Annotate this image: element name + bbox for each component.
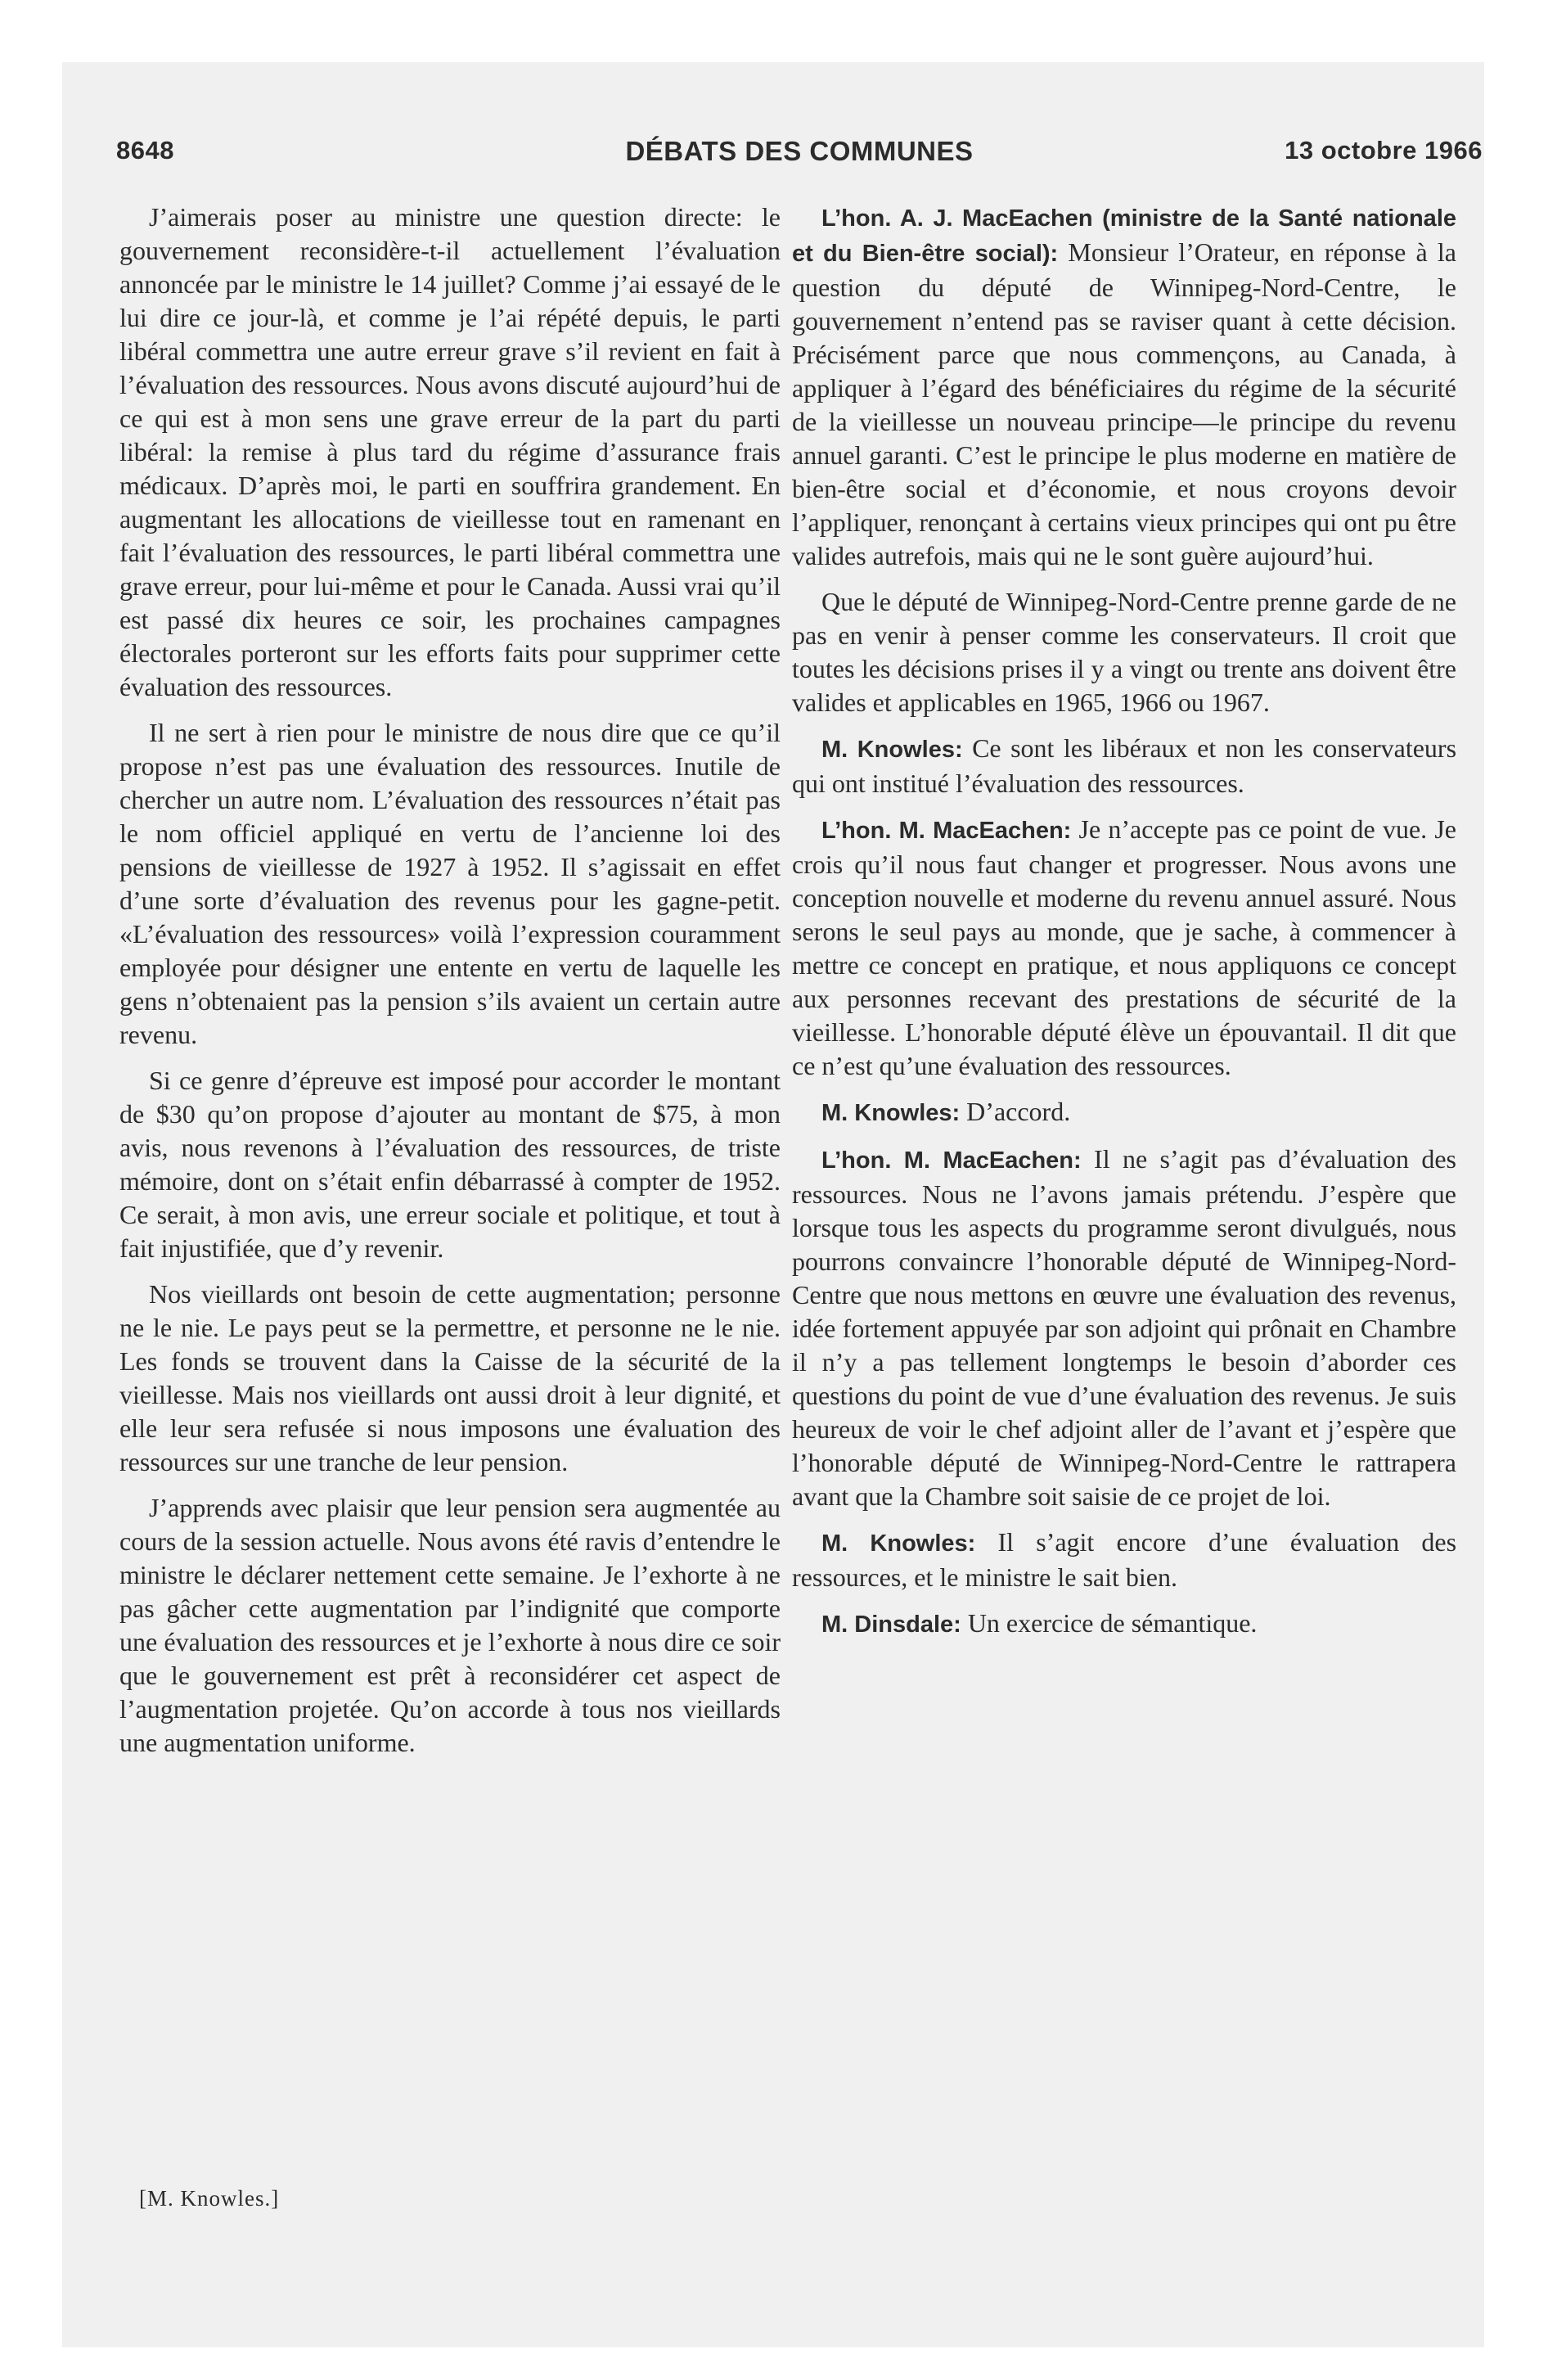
page-date: 13 octobre 1966 bbox=[1285, 136, 1483, 165]
page-title: DÉBATS DES COMMUNES bbox=[625, 136, 974, 166]
speech-entry bbox=[792, 1095, 1456, 1130]
speech-text: Ce sont les libéraux et non les conservateurs qui ont institué l’évaluation des ressources. bbox=[792, 733, 1457, 798]
left-column bbox=[119, 201, 781, 1772]
speech-entry bbox=[792, 1607, 1456, 1642]
paragraph: Il ne sert à rien pour le ministre de nous dire que ce qu’il propose n’est pas une évaluation des ressources. Inutile de chercher un autre nom. L’évaluation des ressources n’était pas le nom officiel appliqué en vertu de l’ancienne loi des pensions de vieillesse de 1927 à 1952. Il s’agissait en effet d’une sorte d’évaluation des revenus pour les gagne-petit. «L’évaluation des ressources» voilà l’expression couramment employée pour désigner une entente en vertu de laquelle les gens n’obtenaient pas la pension s’ils avaient un certain autre revenu. bbox=[119, 718, 781, 1049]
page-number: 8648 bbox=[116, 136, 174, 165]
paragraph: J’apprends avec plaisir que leur pension sera augmentée au cours de la session actuelle. Nous avons été ravis d’entendre le ministre le déclarer nettement cette semaine. Je l’exhorte à ne pas gâcher cette augmentation par l’indignité que comporte une évaluation des ressources et je l’exhorte à nous dire ce soir que le gouvernement est prêt à reconsidérer cet aspect de l’augmentation projetée. Qu’on accorde à tous nos vieillards une augmentation uniforme. bbox=[119, 1493, 781, 1757]
speaker-name: M. Knowles: bbox=[821, 1530, 976, 1557]
speech-text: Que le député de Winnipeg-Nord-Centre prenne garde de ne pas en venir à penser comme les conservateurs. Il croit que toutes les décisions prises il y a vingt ou trente ans doivent être valides et applicables en 1965, 1966 ou 1967. bbox=[792, 587, 1456, 717]
speaker-name: L’hon. M. MacEachen: bbox=[821, 818, 1072, 844]
paragraph: Si ce genre d’épreuve est imposé pour accorder le montant de $30 qu’on propose d’ajouter au montant de $75, à mon avis, nous revenons à l’évaluation des ressources, de triste mémoire, dont on s’était enfin débarrassé à compter de 1952. Ce serait, à mon avis, une erreur sociale et politique, et tout à fait injustifiée, que d’y revenir. bbox=[119, 1066, 781, 1263]
speech-text: Il ne s’agit pas d’évaluation des ressources. Nous ne l’avons jamais prétendu. J’espère que lorsque tous les aspects du programme seront divulgués, nous pourrons convaincre l’honorable député de Winnipeg-Nord-Centre que nous mettons en œuvre une évaluation des revenus, idée fortement appuyée par son adjoint qui prônait en Chambre il n’y a pas tellement longtemps le besoin d’aborder ces questions du point de vue d’une évaluation des revenus. Je suis heureux de voir le chef adjoint aller de l’avant et j’espère que l’honorable député de Winnipeg-Nord-Centre le rattrapera avant que la Chambre soit saisie de ce projet de loi. bbox=[792, 1144, 1456, 1511]
paragraph: Nos vieillards ont besoin de cette augmentation; personne ne le nie. Le pays peut se la permettre, et personne ne le nie. Les fonds se trouvent dans la Caisse de la sécurité de la vieillesse. Mais nos vieillards ont aussi droit à leur dignité, et elle leur sera refusée si nous imposons une évaluation des ressources sur une tranche de leur pension. bbox=[119, 1279, 781, 1476]
speaker-name: M. Knowles: bbox=[821, 737, 963, 763]
speech-entry bbox=[792, 1526, 1456, 1594]
speech-entry bbox=[792, 585, 1456, 719]
speech-text: D’accord. bbox=[966, 1097, 1071, 1126]
speech-entry bbox=[792, 813, 1456, 1083]
page-header bbox=[116, 136, 1483, 182]
speech-text: Monsieur l’Orateur, en réponse à la question du député de Winnipeg-Nord-Centre, le gouvernement n’entend pas se raviser quant à cette décision. Précisément parce que nous commençons, au Canada, à appliquer à l’égard des bénéficiaires du régime de la sécurité de la vieillesse un nouveau principe—le principe du revenu annuel garanti. C’est le principe le plus moderne en matière de bien-être social et d’économie, et nous croyons devoir l’appliquer, renonçant à certains vieux principes qui ont pu être valides autrefois, mais qui ne le sont guère aujourd’hui. bbox=[792, 237, 1457, 570]
speech-entry bbox=[792, 732, 1456, 800]
speaker-name: M. Knowles: bbox=[821, 1100, 961, 1126]
speaker-signature: [M. Knowles.] bbox=[139, 2186, 280, 2211]
paragraph: J’aimerais poser au ministre une question directe: le gouvernement reconsidère-t-il actuellement l’évaluation annoncée par le ministre le 14 juillet? Comme j’ai essayé de le lui dire ce jour-là, et comme je l’ai répété depuis, le parti libéral commettra une autre erreur grave s’il revient en fait à l’évaluation des ressources. Nous avons discuté aujourd’hui de ce qui est à mon sens une grave erreur de la part du parti libéral: la remise à plus tard du régime d’assurance frais médicaux. D’après moi, le parti en souffrira grandement. En augmentant les allocations de vieillesse tout en ramenant en fait l’évaluation des ressources, le parti libéral commettra une grave erreur, pour lui-même et pour le Canada. Aussi vrai qu’il est passé dix heures ce soir, les prochaines campagnes électorales porteront sur les efforts faits pour supprimer cette évaluation des ressources. bbox=[119, 202, 781, 701]
speaker-name: M. Dinsdale: bbox=[821, 1611, 961, 1638]
speech-entry bbox=[792, 201, 1456, 573]
speaker-name: L’hon. M. MacEachen: bbox=[821, 1147, 1082, 1174]
speech-text: Un exercice de sémantique. bbox=[967, 1608, 1258, 1638]
speech-text: Je n’accepte pas ce point de vue. Je crois qu’il nous faut changer et progresser. Nous avons une conception nouvelle et moderne du revenu annuel assuré. Nous serons le seul pays au monde, que je sache, à commencer à mettre ce concept en pratique, et nous appliquons ce concept aux personnes recevant des prestations de sécurité de la vieillesse. L’honorable député élève un épouvantail. Il dit que ce n’est qu’une évaluation des ressources. bbox=[792, 814, 1457, 1080]
speech-text: Il s’agit encore d’une évaluation des ressources, et le ministre le sait bien. bbox=[792, 1527, 1457, 1592]
speaker-name: L’hon. A. J. MacEachen (ministre de la Santé nationale et du Bien-être social): bbox=[792, 205, 1456, 267]
right-column bbox=[792, 201, 1456, 1654]
speech-entry bbox=[792, 1143, 1456, 1513]
